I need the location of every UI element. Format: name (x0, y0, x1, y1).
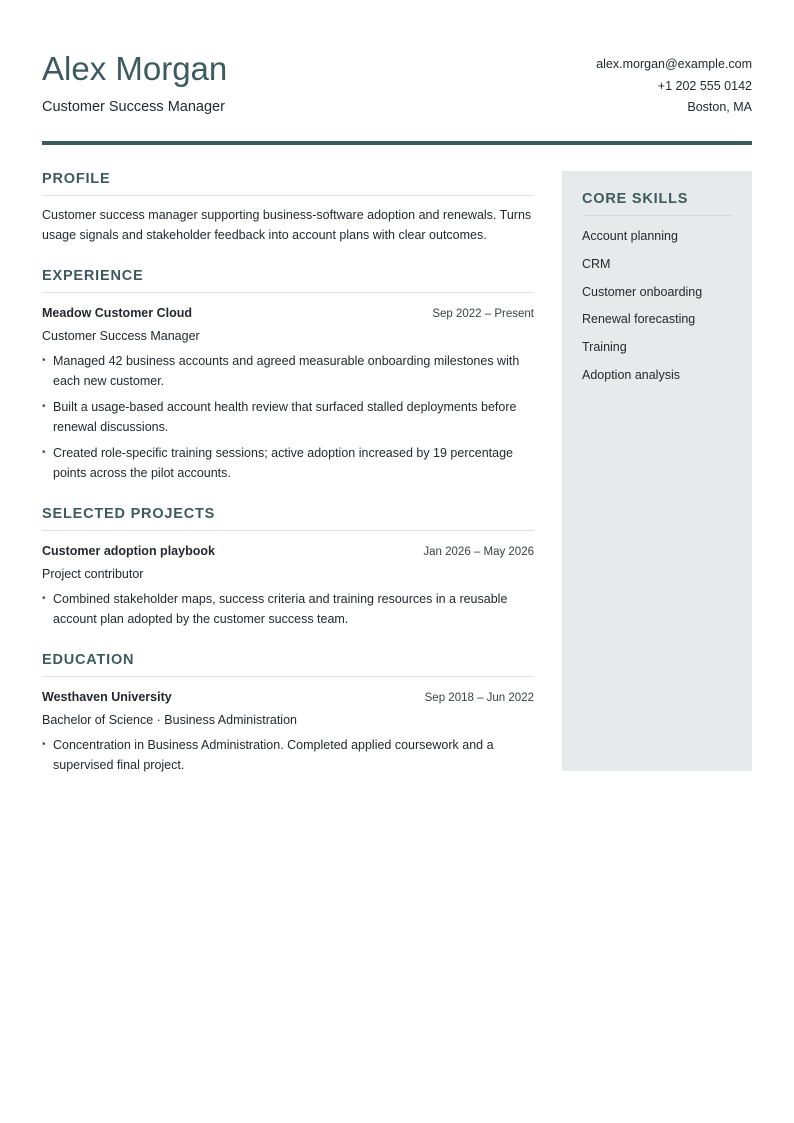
experience-entry-header (42, 304, 534, 323)
experience-role: Customer Success Manager (42, 329, 200, 343)
projects-section (42, 506, 534, 629)
contact-location: Boston, MA (687, 100, 752, 114)
education-section (42, 652, 534, 775)
experience-org: Meadow Customer Cloud (42, 306, 193, 320)
section-title-experience: EXPERIENCE (42, 268, 534, 293)
education-dates: Sep 2018 – Jun 2022 (424, 692, 534, 704)
candidate-title: Customer Success Manager (42, 99, 225, 115)
skill-item: Customer onboarding (582, 284, 703, 299)
skills-sidebar (562, 171, 752, 771)
section-title-projects: SELECTED PROJECTS (42, 506, 534, 531)
education-degree: Bachelor of Science · Business Administration (42, 713, 297, 727)
skills-list (582, 227, 732, 384)
contact-block (596, 54, 752, 119)
list-item: • Combined stakeholder maps, success criteria and training resources in a reusable account plan adopted by the customer success team. (42, 589, 534, 629)
education-bullets (42, 735, 534, 775)
project-name: Customer adoption playbook (42, 544, 215, 558)
list-item: • Built a usage-based account health review that surfaced stalled deployments before renewal discussions. (42, 397, 534, 437)
project-bullets (42, 589, 534, 629)
experience-bullets (42, 351, 534, 483)
project-entry-header (42, 542, 534, 561)
list-item: • Concentration in Business Administration. Completed applied coursework and a supervised final project. (42, 735, 534, 775)
contact-phone: +1 202 555 0142 (657, 78, 752, 93)
skill-item: Training (582, 340, 627, 355)
profile-text: Customer success manager supporting business-software adoption and renewals. Turns usage signals and stakeholder feedback into account plans with clear outcomes. (42, 208, 532, 242)
project-role: Project contributor (42, 567, 144, 581)
project-dates: Jan 2026 – May 2026 (423, 546, 534, 558)
section-title-education: EDUCATION (42, 652, 534, 677)
experience-section (42, 268, 534, 483)
education-school: Westhaven University (42, 690, 172, 704)
contact-email: alex.morgan@example.com (596, 57, 752, 71)
list-item: • Created role-specific training sessions; active adoption increased by 19 percentage points across the pilot accounts. (42, 443, 534, 483)
experience-dates: Sep 2022 – Present (432, 308, 534, 320)
section-title-skills: CORE SKILLS (582, 191, 732, 216)
skill-item: Adoption analysis (582, 367, 680, 382)
list-item: • Managed 42 business accounts and agreed measurable onboarding milestones with each new customer. (42, 351, 534, 391)
section-title-profile: PROFILE (42, 171, 534, 196)
main-column (42, 171, 534, 798)
profile-section (42, 171, 534, 245)
header-divider (42, 141, 752, 145)
skill-item: Renewal forecasting (582, 312, 696, 327)
candidate-name: Alex Morgan (42, 50, 228, 87)
skill-item: CRM (582, 256, 611, 271)
skill-item: Account planning (582, 229, 678, 243)
education-entry-header (42, 688, 534, 707)
